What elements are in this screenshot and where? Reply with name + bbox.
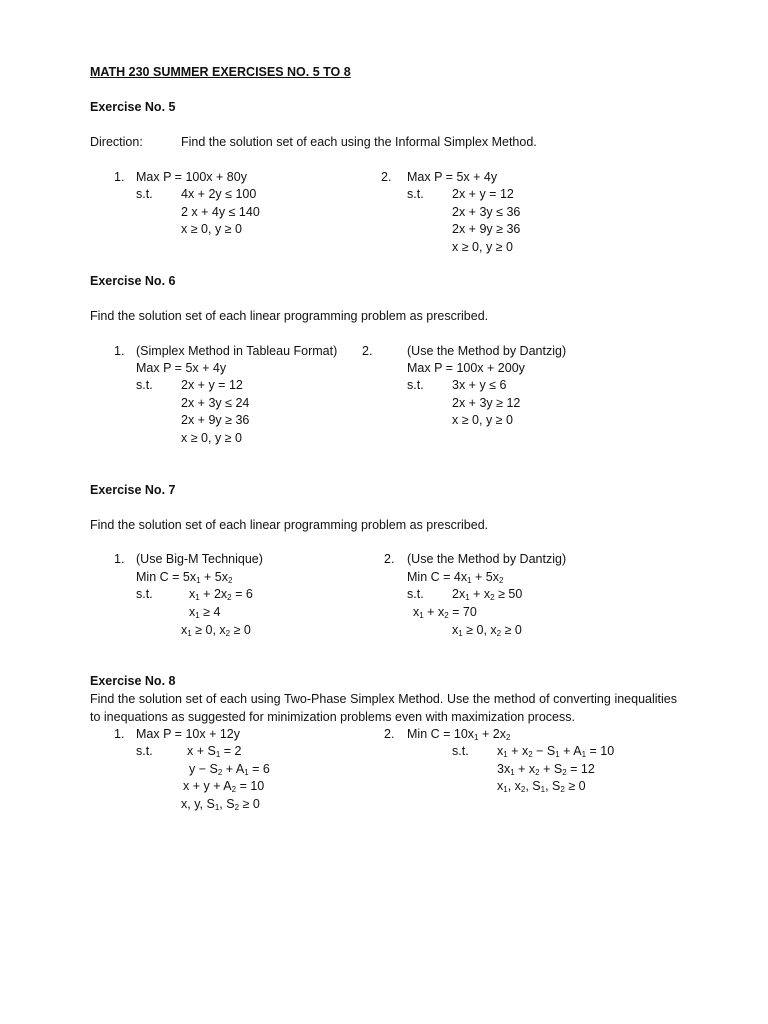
problem-number: 2. xyxy=(384,727,395,741)
direction-text: Find the solution set of each using the Informal Simplex Method. xyxy=(181,135,537,149)
problem-number: 1. xyxy=(114,344,125,358)
exercise-5-heading: Exercise No. 5 xyxy=(90,100,176,114)
constraint: 2 x + 4y ≤ 140 xyxy=(181,205,260,219)
objective-function: Max P = 100x + 80y xyxy=(136,170,247,184)
constraint: $y - S_2 + A_1 = 6$ xyxy=(189,762,270,777)
document-title: MATH 230 SUMMER EXERCISES NO. 5 TO 8 xyxy=(90,65,351,79)
objective-function: Max P = 5x + 4y xyxy=(136,361,227,375)
objective-function: Max P = 5x + 4y xyxy=(407,170,498,184)
subject-to-label: s.t. xyxy=(407,587,424,601)
constraint: $2x_1 + x_2 \ge 50$ xyxy=(452,587,523,602)
method-label: (Use Big-M Technique) xyxy=(136,552,263,566)
objective-function: Max P = 10x + 12y xyxy=(136,727,240,741)
problem-number: 1. xyxy=(114,552,125,566)
constraint: $x + y + A_2 = 10$ xyxy=(183,779,265,794)
non-negativity-constraint: $x_1$, $x_2$, $S_1$, $S_2 \ge 0$ xyxy=(497,779,586,794)
direction-label: Direction: xyxy=(90,135,143,149)
objective-function: Min $C = 10x_1 + 2x_2$ xyxy=(407,727,511,742)
constraint: $3x_1 + x_2 + S_2 = 12$ xyxy=(497,762,595,777)
subject-to-label: s.t. xyxy=(136,187,153,201)
method-label: (Simplex Method in Tableau Format) xyxy=(136,344,338,358)
subject-to-label: s.t. xyxy=(407,187,424,201)
constraint: $x_1 \ge 4$ xyxy=(189,605,221,620)
subject-to-label: s.t. xyxy=(136,744,153,758)
exercise-instruction: Find the solution set of each linear programming problem as prescribed. xyxy=(90,309,489,323)
exercise-7-heading: Exercise No. 7 xyxy=(90,483,176,497)
exercise-instruction: Find the solution set of each linear programming problem as prescribed. xyxy=(90,518,489,532)
constraint: 2x + 3y ≤ 24 xyxy=(181,396,250,410)
constraint: $x_1 + x_2 = 70$ xyxy=(413,605,477,620)
exercise-instruction: Find the solution set of each using Two-Phase Simplex Method. Use the method of converting inequalities to inequations as suggested for minimization problems even with maximization process. xyxy=(90,692,677,724)
problem-number: 2. xyxy=(384,552,395,566)
problem-number: 1. xyxy=(114,727,125,741)
constraint: 2x + 3y ≥ 12 xyxy=(452,396,521,410)
problem-number: 2. xyxy=(381,170,392,184)
method-label: (Use the Method by Dantzig) xyxy=(407,344,567,358)
non-negativity-constraint: $x_1 \ge 0$, $x_2 \ge 0$ xyxy=(181,623,251,638)
constraint: 2x + 3y ≤ 36 xyxy=(452,205,521,219)
constraint: 2x + y = 12 xyxy=(452,187,514,201)
non-negativity-constraint: x ≥ 0, y ≥ 0 xyxy=(452,240,513,254)
constraint: $x_1 + x_2 - S_1 + A_1 = 10$ xyxy=(497,744,615,759)
objective-function: Min $C = 4x_1 + 5x_2$ xyxy=(407,570,504,585)
non-negativity-constraint: x, y, $S_1$, $S_2 \ge 0$ xyxy=(181,797,260,812)
objective-function: Max P = 100x + 200y xyxy=(407,361,525,375)
problem-number: 2. xyxy=(362,344,373,358)
constraint: 2x + y = 12 xyxy=(181,378,243,392)
non-negativity-constraint: x ≥ 0, y ≥ 0 xyxy=(452,413,513,427)
exercise-8-heading: Exercise No. 8 xyxy=(90,674,176,688)
problem-number: 1. xyxy=(114,170,125,184)
exercise-6-heading: Exercise No. 6 xyxy=(90,274,176,288)
constraint: 2x + 9y ≥ 36 xyxy=(452,222,521,236)
constraint: 3x + y ≤ 6 xyxy=(452,378,507,392)
subject-to-label: s.t. xyxy=(136,378,153,392)
subject-to-label: s.t. xyxy=(407,378,424,392)
non-negativity-constraint: x ≥ 0, y ≥ 0 xyxy=(181,222,242,236)
non-negativity-constraint: x ≥ 0, y ≥ 0 xyxy=(181,431,242,445)
constraint: 2x + 9y ≥ 36 xyxy=(181,413,250,427)
non-negativity-constraint: $x_1 \ge 0$, $x_2 \ge 0$ xyxy=(452,623,522,638)
constraint: $x_1 + 2x_2 = 6$ xyxy=(189,587,253,602)
objective-function: Min $C = 5x_1 + 5x_2$ xyxy=(136,570,233,585)
subject-to-label: s.t. xyxy=(452,744,469,758)
constraint: 4x + 2y ≤ 100 xyxy=(181,187,257,201)
constraint: $x + S_1 = 2$ xyxy=(187,744,242,759)
method-label: (Use the Method by Dantzig) xyxy=(407,552,567,566)
subject-to-label: s.t. xyxy=(136,587,153,601)
